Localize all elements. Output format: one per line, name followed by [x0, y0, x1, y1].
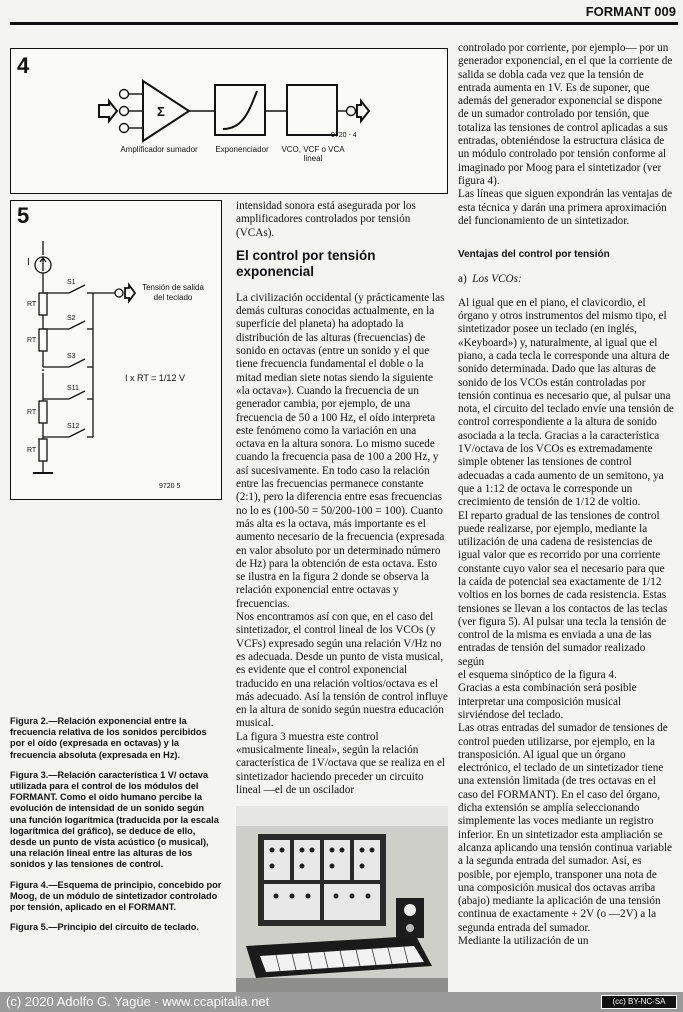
running-header: FORMANT 009	[585, 4, 676, 19]
figure-5-resistor-label: RT	[27, 447, 37, 454]
figure-4-code: 9720 - 4	[331, 132, 357, 139]
license-badge: (cc) BY-NC-SA	[601, 995, 677, 1009]
paragraph: El reparto gradual de las tensiones de control puede realizarse, por ejemplo, mediante la utilización de una cadena de resistencias de igual valor que es recorrido por una corriente constante cuyo valor sea el necesario para que la caída de potencial sea exactamente de 1/12 voltios en los bornes de cada resistencia. Estas tensiones se llevan a los contactos de las teclas (ver figura 5). Al pulsar una tecla la tensión de control de la misma es enviada a una de las entradas de tensión del sumador realizado según	[458, 509, 668, 668]
synthesizer-illustration	[236, 806, 448, 996]
paragraph: Mediante la utilización de un	[458, 935, 589, 947]
figure-5-switch-label: S1	[67, 279, 76, 286]
caption: Figura 5.—Principio del circuito de teclado.	[10, 922, 199, 933]
subsection-a-heading: a) Los VCOs:	[458, 273, 522, 286]
figure-captions	[10, 716, 222, 942]
figure-5-code: 9720 5	[159, 483, 181, 490]
paragraph: Las líneas que siguen expondrán las ventajas de esta técnica y darán una primera aproximación del funcionamiento de un sintetizador.	[458, 188, 673, 227]
header-rule	[10, 22, 678, 25]
figure-5-output-label: Tensión de salida del teclado	[142, 283, 204, 302]
figure-4-number: 4	[17, 53, 30, 78]
paragraph: intensidad sonora está asegurada por los amplificadores controlados por tensión (VCAs).	[236, 200, 416, 239]
synthesizer-photo	[236, 806, 448, 996]
paragraph: Gracias a esta combinación será posible interpretar una composición musical sirviéndose del teclado.	[458, 682, 637, 721]
paragraph: La civilización occidental (y prácticamente las demás culturas conocidas actualmente, en la superficie del planeta) ha adoptado la distribución de las alturas (frecuencias) de sonido en octavas (entre un sonido y el que tiene frecuencia fundamental el doble o la mitad median siete notas siendo la siguiente «la octava»). Cuando la frecuencia de un generador cambia, por ejemplo, de una frecuencia de 50 a 100 Hz, el oído interpreta este fenómeno como la variación en una octava en la altura sonora. Lo mismo sucede cuando la frecuencia pasa de 100 a 200 Hz, y así sucesivamente. En todo caso la relación entre las frecuencias permanece constante (2:1), pero la diferencia entre esas frecuencias no lo es (100-50 = 50/200-100 = 100). Cuanto más alta es la octava, más importante es el aumento necesario de la frecuencia (expresada en valor absoluto por un determinado número de Hz) para la obtención de esta octava. Esto se ilustra en la figura 2 donde se observa la relación exponencial entre octavas y frecuencias.	[236, 291, 445, 610]
figure-5-number: 5	[17, 203, 30, 228]
figure-4-adder-label: Amplificador sumador	[120, 145, 198, 154]
paragraph: Al igual que en el piano, el clavicordio, el órgano y otros instrumentos del mismo tipo, el sintetizador posee un teclado (en inglés, «Keyboard») y, naturalmente, al igual que el piano, a cada tecla le corresponde una altura de sonido determinada. Dado que las alturas de sonido de los VCOs están controladas por tensión continua es necesario que, al pulsar una nota, el circuito del teclado envíe una tensión de control correspondiente a la altura de sonido asociada a la tecla. Gracias a la característica 1V/octava de los VCOs es extremadamente simple obtener las tensiones de control adecuadas a cada aumento de un semitono, ya que a 1:12 de octava le corresponde un crecimiento de tensión de 1/12 de voltio.	[458, 296, 674, 509]
figure-5-switch-label: S12	[67, 423, 80, 430]
article-column-3	[458, 42, 674, 948]
caption: Figura 3.—Relación característica 1 V/ octava utilizada para el control de los módulos del FORMANT. Como el oído humano percibe la evolución de intensidad de un sonido según una función logarítmica (traducida por la escala logarítmica del gráfico), se deduce de ello, desde un punto de vista acústico (o musical), una relación lineal entre las alturas de los sonidos y las tensiones de control.	[10, 769, 219, 870]
sigma-symbol: Σ	[157, 104, 165, 119]
paragraph: Las otras entradas del sumador de tensiones de control pueden utilizarse, por ejemplo, en la transposición. Al igual que un órgano electrónico, el teclado de un sintetizador tiene una extensión limitada (de tres octavas en el caso del FORMANT). En el caso del órgano, dicha extensión se amplía seleccionando simplemente las voces mediante un registro inferior. En un sintetizador esta ampliación se alcanza aplicando una tensión continua variable a la segunda entrada del sumador. Así, es posible, por ejemplo, transponer una nota de una composición musical dos octavas arriba (abajo) mediante la aplicación de una tensión continua de exactamente + 2V (o —2V) a la segunda entrada del sumador.	[458, 722, 673, 934]
figure-4-exponentiator-label: Exponenciador	[215, 145, 269, 154]
footer-credit: (c) 2020 Adolfo G. Yagüe - www.ccapitalia.net	[6, 994, 270, 1009]
caption: Figura 4.—Esquema de principio, concebido por Moog, de un módulo de sintetizador controlado por tensión, aplicado en el FORMANT.	[10, 879, 222, 913]
figure-5-switch-label: S3	[67, 353, 76, 360]
article-column-2	[236, 200, 448, 797]
caption: Figura 2.—Relación exponencial entre la frecuencia relativa de los sonidos percibidos por el oído (expresada en octavas) y la frecuencia absoluta (expresada en Hz).	[10, 716, 207, 760]
figure-4-block-diagram	[10, 48, 448, 194]
paragraph: controlado por corriente, por ejemplo— por un generador exponencial, en el que la corriente de salida se dobla cada vez que la tensión de entrada aumenta en 1V. Es de suponer, que además del generador exponencial se dispone de un sumador controlado por tensión, que totaliza las tensiones de control aplicadas a sus entradas, obteniéndose la estructura clásica de un módulo controlado por tensión conforme al imaginado por Moog para el sintetizador (ver figura 4).	[458, 42, 673, 187]
figure-4-vco-label: VCO, VCF o VCA lineal	[281, 145, 345, 164]
figure-5-resistor-label: RT	[27, 337, 37, 344]
figure-5-switch-label: S2	[67, 315, 76, 322]
figure-5-keyboard-circuit	[10, 200, 222, 500]
paragraph: el esquema sinóptico de la figura 4.	[458, 669, 617, 682]
figure-5-schematic	[11, 201, 221, 499]
figure-5-formula: I x RT = 1/12 V	[125, 373, 185, 383]
subsection-heading: Ventajas del control por tensión	[458, 249, 610, 261]
figure-5-current-label: I	[27, 257, 30, 268]
paragraph: Nos encontramos así con que, en el caso del sintetizador, el control lineal de los VCOs (y VCFs) expresado según una relación V/Hz no es adecuada. Desde un punto de vista musical, es evidente que el control exponencial traducido en una relación voltios/octava es el más adecuado. Así la tensión de control influye en la altura de sonido según nuestra educación musical.	[236, 611, 448, 730]
section-title: El control por tensión exponencial	[236, 247, 376, 279]
paragraph: La figura 3 muestra este control «musicalmente lineal», según la relación característica de 1V/octava que se realiza en el sintetizador haciendo preceder un circuito lineal —el de un oscilador	[236, 730, 446, 796]
figure-5-resistor-label: RT	[27, 301, 37, 308]
figure-4-diagram	[11, 49, 447, 193]
figure-5-resistor-label: RT	[27, 409, 37, 416]
figure-5-switch-label: S11	[67, 385, 79, 392]
